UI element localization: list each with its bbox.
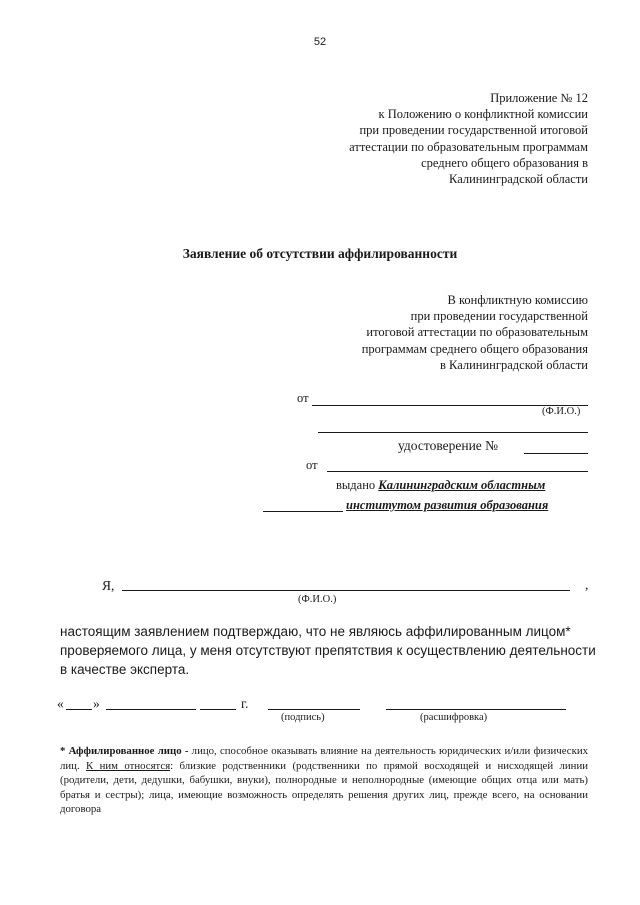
addressee-line: В конфликтную комиссию	[447, 293, 588, 307]
certificate-label: удостоверение №	[398, 438, 499, 453]
appendix-header	[288, 90, 588, 187]
footnote-text-1: лицо, способное оказывать влияние на деятельность юридических и/или физических лиц.	[60, 745, 588, 772]
comma: ,	[585, 577, 589, 592]
from2-label: от	[306, 458, 318, 472]
addressee-block	[288, 292, 588, 373]
decoding-caption: (расшифровка)	[420, 712, 488, 723]
issued-org-1: Калининградским областным	[378, 478, 546, 492]
document-title: Заявление об отсутствии аффилированности	[182, 246, 458, 261]
footnote-text-2: : близкие родственники (родственники по прямой восходящей и нисходящей линии (родители, дети, дедушки, бабушки, внуки), полнородные и неполнородные (имеющие общих отца или мать) братья и сестры); лица, имеющие возможность определять решения других лиц, прежде всего, на основании договора	[60, 759, 588, 815]
appendix-line: Калининградской области	[449, 172, 588, 187]
appendix-line: среднего общего образования в	[421, 155, 588, 170]
from-name-field-2[interactable]	[318, 432, 588, 433]
applicant-name-field[interactable]	[122, 590, 570, 591]
issued-prefix: выдано	[336, 478, 376, 492]
footnote-term: * Аффилированное лицо -	[60, 745, 189, 757]
footnote	[60, 744, 588, 817]
fio-caption-2: (Ф.И.О.)	[298, 594, 337, 605]
statement-text: настоящим заявлением подтверждаю, что не являюсь аффилированным лицом* проверяемого лица, у меня отсутствуют препятствия к осуществлению деятельности в качестве эксперта.	[60, 624, 596, 677]
signature-caption: (подпись)	[281, 712, 325, 723]
appendix-line: при проведении государственной итоговой	[359, 123, 588, 138]
issued-org-2: институтом развития образования	[346, 498, 549, 512]
from-label: от	[297, 391, 309, 405]
appendix-line: к Положению о конфликтной комиссии	[378, 107, 588, 122]
certificate-date-field[interactable]	[327, 471, 588, 472]
appendix-line: Приложение № 12	[490, 91, 588, 105]
fio-caption: (Ф.И.О.)	[542, 406, 581, 417]
quote-close: »	[93, 696, 100, 711]
issued-line-2	[346, 498, 548, 513]
year-suffix: г.	[241, 696, 249, 711]
month-field[interactable]	[106, 709, 196, 710]
appendix-line: аттестации по образовательным программам	[349, 139, 588, 154]
page-number: 52	[313, 36, 327, 48]
certificate-number-field[interactable]	[524, 453, 588, 454]
issued-line-1	[336, 478, 545, 493]
footnote-underlined: К ним относятся	[86, 759, 171, 772]
decoding-field[interactable]	[386, 709, 566, 710]
addressee-line: в Калининградской области	[440, 357, 588, 372]
issued-line-blank	[263, 511, 343, 512]
day-field[interactable]	[66, 709, 92, 710]
year-field[interactable]	[200, 709, 236, 710]
addressee-line: итоговой аттестации по образовательным	[366, 325, 588, 340]
addressee-line: при проведении государственной	[410, 309, 588, 324]
addressee-line: программам среднего общего образования	[361, 341, 588, 356]
quote-open: «	[57, 696, 64, 711]
i-label: Я,	[102, 578, 115, 593]
signature-field[interactable]	[268, 709, 360, 710]
